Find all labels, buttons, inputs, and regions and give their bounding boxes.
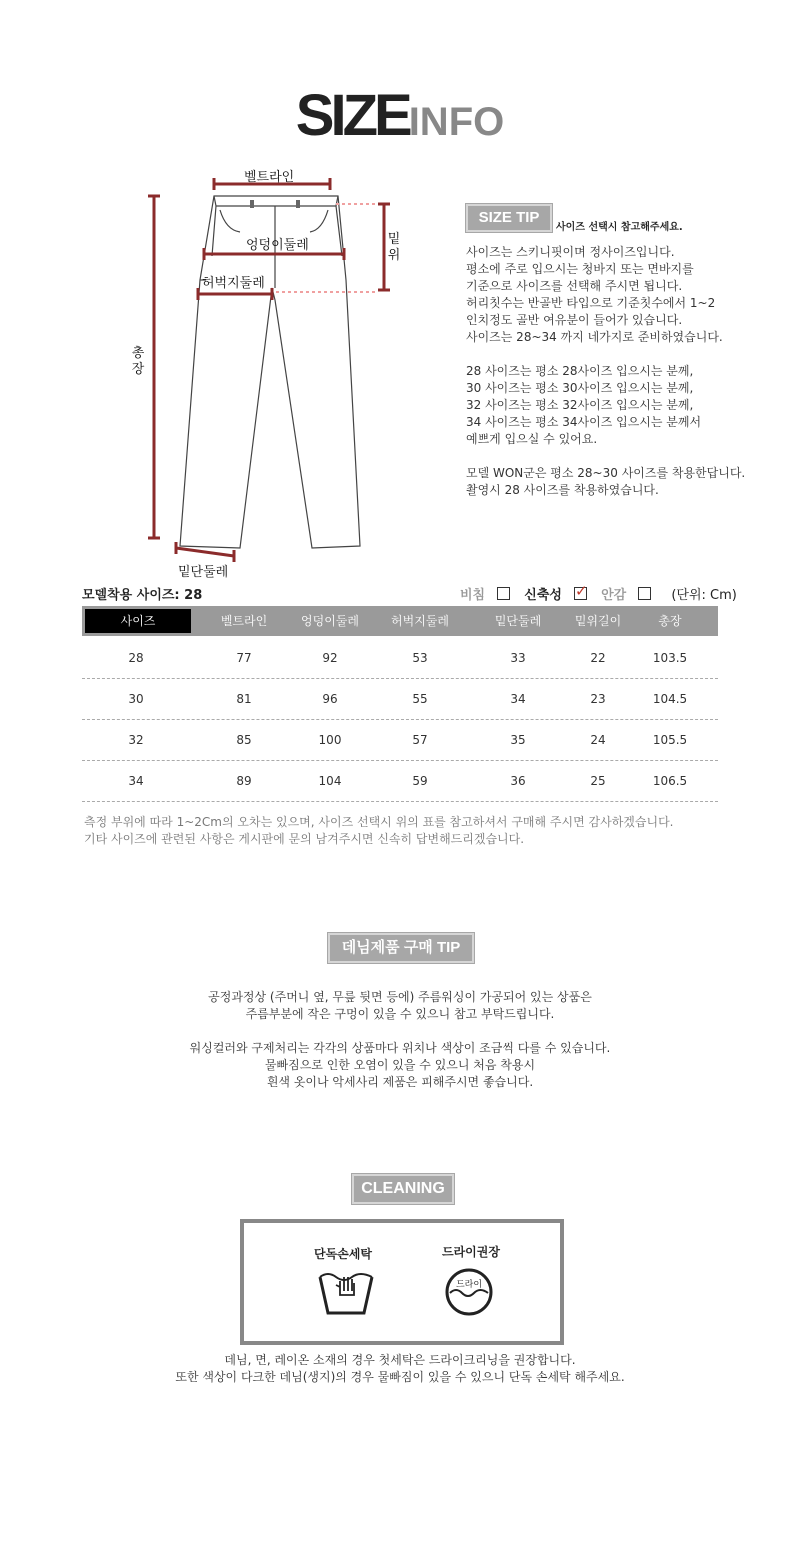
header-hem: 밑단둘레: [494, 614, 542, 628]
table-row: [82, 720, 718, 761]
denim-tip-line: 주름부분에 작은 구멍이 있을 수 있으니 참고 부탁드립니다.: [245, 1007, 555, 1021]
size-tip-text: 사이즈는 스키니핏이며 정사이즈입니다. 평소에 주로 입으시는 청바지 또는 면바지를 기준으로 사이즈를 선택해 주시면 됩니다. 허리칫수는 반골반 타입으로 기준칫수에서 1~2 인치정도 골반 여유분이 들어가 있습니다. 사이즈는 28~34 까지 네가지로 준비하였습니다. 28 사이즈는 평소 28사이즈 입으시는 분께, 30 사이즈는 평소 30사이즈 입으시는 분께, 32 사이즈는 평소 32사이즈 입으시는 분께, 34 사이즈는 평소 34사이즈 입으시는 분께서 예쁘게 입으실 수 있어요. 모델 WON군은 평소 28~30 사이즈를 착용한답니다. 촬영시 28 사이즈를 착용하였습니다.: [466, 245, 746, 497]
cell-thigh: 57: [412, 733, 428, 747]
cell-hem: 35: [510, 733, 526, 747]
cell-thigh: 59: [412, 774, 428, 788]
header-size: 사이즈: [85, 609, 191, 633]
title-info: INFO: [408, 100, 505, 144]
rise-label: 밑 위: [387, 232, 401, 263]
cell-thigh: 53: [412, 651, 428, 665]
cell-length: 104.5: [652, 692, 688, 706]
header-rise: 밑위길이: [574, 614, 622, 628]
header-hip: 엉덩이둘레: [301, 614, 359, 628]
hip-line-label: 엉덩이둘레: [246, 238, 309, 253]
size-tip-caption: 사이즈 선택시 참고해주세요.: [556, 222, 683, 233]
cell-hip: 100: [318, 733, 342, 747]
cell-rise: 24: [590, 733, 606, 747]
header-length: 총장: [658, 614, 682, 628]
dry-icon-text: 드라이: [455, 1280, 483, 1290]
cell-hip: 104: [318, 774, 342, 788]
cell-hem: 34: [510, 692, 526, 706]
page-title: [0, 82, 800, 149]
cleaning-tag: CLEANING: [352, 1174, 454, 1204]
hand-wash-icon: [316, 1267, 376, 1319]
denim-tip-tag: 데님제품 구매 TIP: [328, 933, 474, 963]
hem-line-label: 밑단둘레: [178, 565, 229, 580]
table-row: [82, 679, 718, 720]
table-row: [82, 638, 718, 679]
cell-rise: 25: [590, 774, 606, 788]
cell-hem: 33: [510, 651, 526, 665]
cell-size: 28: [128, 651, 144, 665]
pants-diagram: [120, 160, 420, 580]
hem-line-measure: [176, 542, 234, 562]
cell-size: 32: [128, 733, 144, 747]
denim-tip-line: 워싱컬러와 구제처리는 각각의 상품마다 위치나 색상이 조금씩 다를 수 있습니다.: [189, 1041, 611, 1055]
model-size: 모델착용 사이즈: 28: [82, 588, 203, 603]
cell-belt: 89: [236, 774, 252, 788]
belt-line-label: 벨트라인: [244, 170, 295, 185]
size-notes: 측정 부위에 따라 1~2Cm의 오차는 있으며, 사이즈 선택시 위의 표를 참고하셔서 구매해 주시면 감사하겠습니다. 기타 사이즈에 관련된 사항은 게시판에 문의 남겨주시면 신속히 답변해드리겠습니다.: [84, 815, 674, 846]
cell-size: 34: [128, 774, 144, 788]
denim-tip-line: 물빠짐으로 인한 오염이 있을 수 있으니 처음 착용시: [264, 1058, 536, 1072]
size-tip-tag: SIZE TIP: [466, 204, 552, 232]
length-measure: [148, 196, 160, 538]
stretch-checkbox: [574, 582, 588, 600]
cell-hem: 36: [510, 774, 526, 788]
size-table: [82, 606, 718, 802]
fit-indicators: [460, 584, 737, 603]
cleaning-box: [240, 1219, 564, 1345]
hand-wash-label: 단독손세탁: [314, 1247, 372, 1261]
dry-clean-label: 드라이권장: [442, 1245, 500, 1259]
cell-length: 105.5: [652, 733, 688, 747]
denim-tip-line: 흰색 옷이나 악세사리 제품은 피해주시면 좋습니다.: [266, 1075, 534, 1089]
table-header: [82, 606, 718, 636]
lining-checkbox: [638, 587, 651, 600]
lining-label: 안감: [601, 588, 627, 603]
unit-label: (단위: Cm): [671, 588, 737, 603]
cell-hip: 92: [322, 651, 338, 665]
cell-thigh: 55: [412, 692, 428, 706]
cell-belt: 85: [236, 733, 252, 747]
header-belt: 벨트라인: [220, 614, 268, 628]
thigh-line-label: 허벅지둘레: [202, 276, 265, 291]
cell-rise: 23: [590, 692, 606, 706]
length-label: 총 장: [131, 346, 145, 377]
dry-clean-icon: [444, 1267, 494, 1317]
cell-length: 106.5: [652, 774, 688, 788]
cleaning-line: 데님, 면, 레이온 소재의 경우 첫세탁은 드라이크리닝을 권장합니다.: [224, 1353, 576, 1367]
denim-tip-line: 공정과정상 (주머니 옆, 무릎 뒷면 등에) 주름워싱이 가공되어 있는 상품은: [208, 990, 592, 1004]
check-icon: ✓: [574, 582, 588, 600]
cell-length: 103.5: [652, 651, 688, 665]
cell-belt: 77: [236, 651, 252, 665]
cell-hip: 96: [322, 692, 338, 706]
cell-rise: 22: [590, 651, 606, 665]
cell-size: 30: [128, 692, 144, 706]
see-through-label: 비침: [460, 588, 486, 603]
table-row: [82, 761, 718, 802]
stretch-label: 신축성: [524, 588, 562, 603]
header-thigh: 허벅지둘레: [391, 614, 449, 628]
see-through-checkbox: [497, 587, 510, 600]
title-size: SIZE: [295, 83, 409, 148]
cell-belt: 81: [236, 692, 252, 706]
cleaning-line: 또한 색상이 다크한 데님(생지)의 경우 물빠짐이 있을 수 있으니 단독 손세탁 해주세요.: [175, 1370, 625, 1384]
